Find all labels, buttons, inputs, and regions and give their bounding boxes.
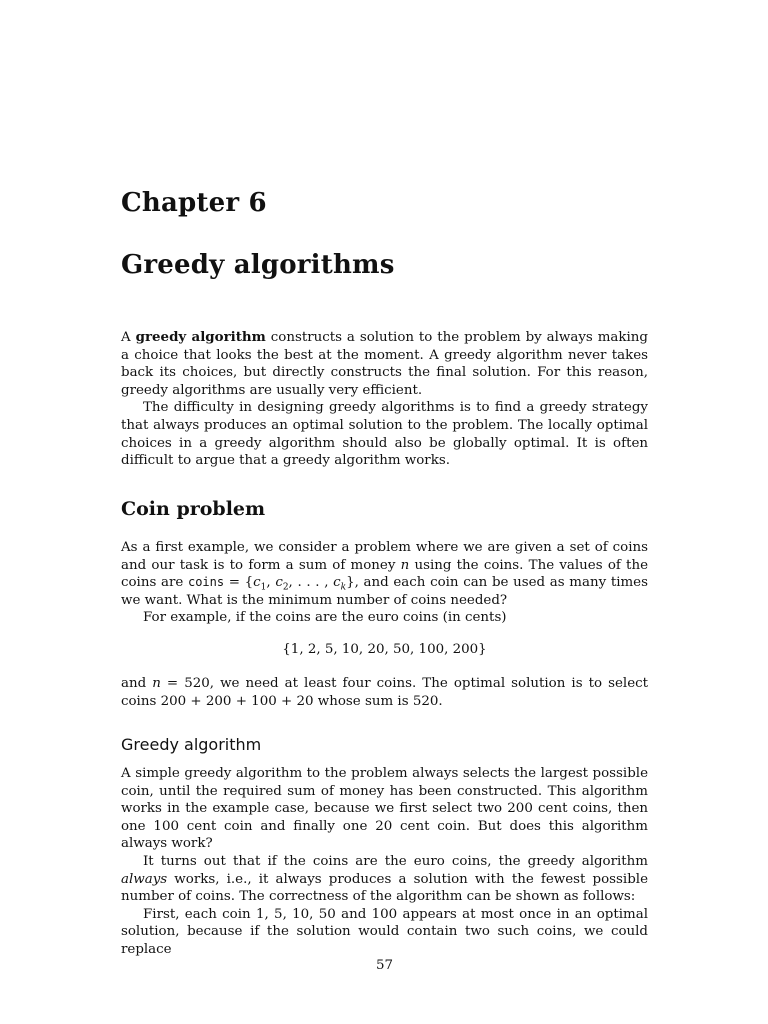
chapter-label: Chapter 6 (121, 188, 267, 218)
page-number: 57 (375, 958, 394, 973)
coin-problem-text (121, 539, 648, 627)
section-title: Coin problem (121, 498, 266, 520)
chapter-title: Greedy algorithms (121, 250, 395, 280)
greedy-paragraph-3: First, each coin 1, 5, 10, 50 and 100 appears at most once in an optimal solution, because if the solution would contain two such coins, we could replace (121, 906, 648, 957)
intro-paragraph-2: The difficulty in designing greedy algorithms is to find a greedy strategy that always produces an optimal solution to the problem. The locally optimal choices in a greedy algorithm should also be globally optimal. It is often difficult to argue that a greedy algorithm works. (121, 400, 648, 469)
euro-coins-set: {1, 2, 5, 10, 20, 50, 100, 200} (282, 642, 487, 657)
coin-paragraph-1: As a first example, we consider a problem where we are given a set of coins and our task is to form a sum of money n using the coins. The values of the coins are coins = {$c_1$, $c_2$, . . . , $c_k$}, and each coin can be used as many times we want. What is the minimum number of coins needed? (121, 540, 648, 608)
greedy-algorithm-term: greedy algorithm (135, 329, 266, 345)
coins-code: coins (187, 575, 225, 590)
coin-paragraph-3: and n = 520, we need at least four coins. The optimal solution is to select coins 200 + 200 + 100 + 20 whose sum is 520. (121, 676, 649, 709)
coin-problem-text-2 (121, 675, 648, 710)
intro-text (121, 329, 648, 470)
intro-paragraph-1: A greedy algorithm constructs a solution to the problem by always making a choice that looks the best at the moment. A greedy algorithm never takes back its choices, but directly constructs the final solution. For this reason, greedy algorithms are usually very efficient. (121, 329, 648, 398)
greedy-paragraph-2: It turns out that if the coins are the euro coins, the greedy algorithm always works, i.e., it always produces a solution with the fewest possible number of coins. The correctness of the algorithm can be shown as follows: (121, 853, 648, 905)
coin-paragraph-2: For example, if the coins are the euro coins (in cents) (143, 610, 507, 626)
greedy-algorithm-text (121, 765, 648, 959)
greedy-paragraph-1: A simple greedy algorithm to the problem always selects the largest possible coin, until the required sum of money has been constructed. This algorithm works in the example case, because we first select two 200 cent coins, then one 100 cent coin and finally one 20 cent coin. But does this algorithm always work? (121, 766, 648, 852)
subsection-title: Greedy algorithm (121, 735, 262, 754)
